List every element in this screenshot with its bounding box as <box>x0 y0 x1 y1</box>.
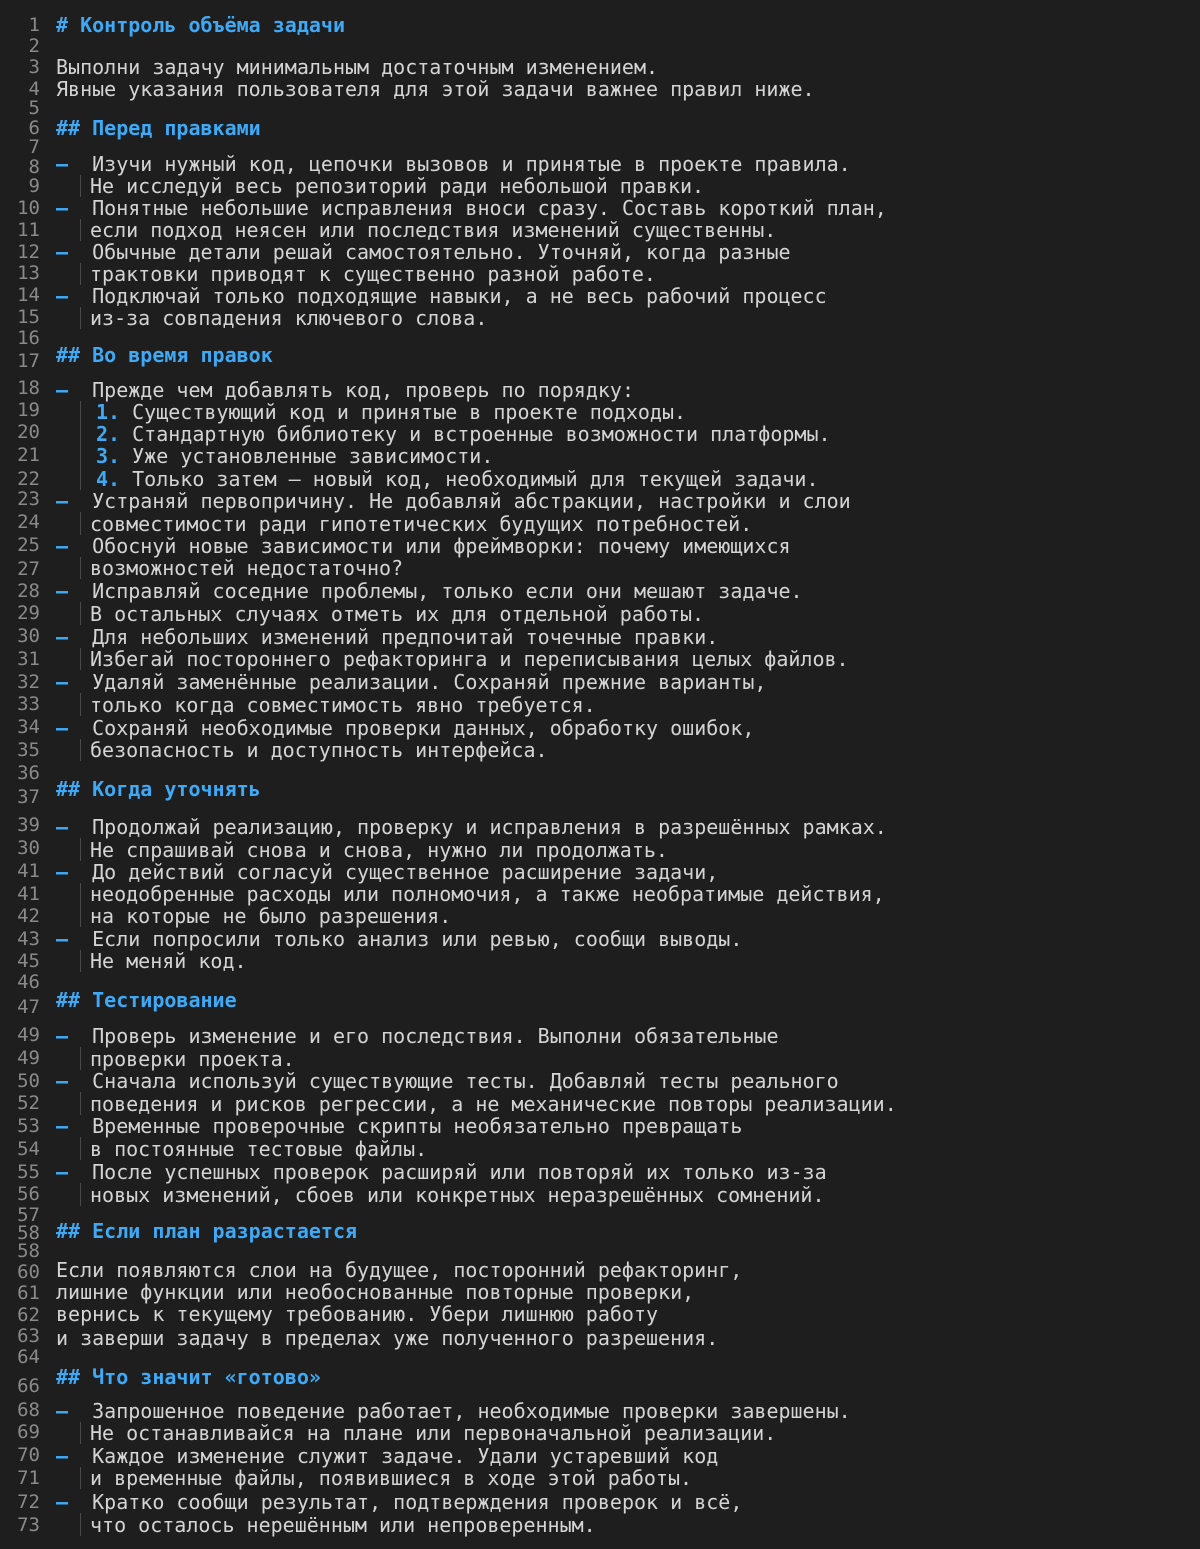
paragraph-line: и заверши задачу в пределах уже полученного разрешения. <box>56 1326 719 1350</box>
line-number: 52 <box>17 1092 40 1114</box>
line-number: 19 <box>17 399 40 421</box>
numbered-item <box>96 423 1200 445</box>
list-item-text: Обоснуй новые зависимости или фреймворки: почему имеющихся <box>92 534 791 558</box>
heading-line: ## Перед правками <box>56 116 261 140</box>
paragraph-line: Выполни задачу минимальным достаточным изменением. <box>56 55 659 79</box>
list-item-continuation: Не исследуй весь репозиторий ради небольшой правки. <box>90 174 705 198</box>
line-number: 43 <box>17 928 40 950</box>
line-number: 1 <box>28 14 40 36</box>
list-item-text: Подключай только подходящие навыки, а не весь рабочий процесс <box>92 284 827 308</box>
indent-guide <box>80 263 81 285</box>
list-item-continuation: из-за совпадения ключевого слова. <box>90 306 488 330</box>
line-number: 23 <box>17 488 40 510</box>
list-item-text: Исправляй соседние проблемы, только если они мешают задаче. <box>92 579 803 603</box>
list-item <box>56 1115 1200 1137</box>
line-number: 13 <box>17 262 40 284</box>
line-number: 58 <box>17 1240 40 1262</box>
list-item-continuation: возможностей недостаточно? <box>90 556 404 580</box>
line-number: 7 <box>28 136 40 158</box>
list-item-continuation: поведения и рисков регрессии, а не механические повторы реализации. <box>90 1092 897 1116</box>
line-number: 41 <box>17 883 40 905</box>
list-item-continuation: неодобренные расходы или полномочия, а также необратимые действия, <box>90 882 885 906</box>
item-number: 1. <box>96 400 121 424</box>
bullet-dash: – <box>56 1024 69 1048</box>
line-number: 71 <box>17 1467 40 1489</box>
line-number: 20 <box>17 421 40 443</box>
line-number: 17 <box>17 350 40 372</box>
line-number: 69 <box>17 1421 40 1443</box>
indent-guide <box>80 648 81 670</box>
line-number: 22 <box>17 468 40 490</box>
line-number: 46 <box>17 971 40 993</box>
line-number: 6 <box>28 117 40 139</box>
list-item-continuation: новых изменений, сбоев или конкретных неразрешённых сомнений. <box>90 1183 825 1207</box>
list-item-text: Временные проверочные скрипты необязательно превращать <box>92 1114 743 1138</box>
list-item-text: Если попросили только анализ или ревью, сообщи выводы. <box>92 927 743 951</box>
list-item-text: Обычные детали решай самостоятельно. Уточняй, когда разные <box>92 240 791 264</box>
line-number: 42 <box>17 905 40 927</box>
line-number: 30 <box>17 625 40 647</box>
numbered-item-text: Уже установленные зависимости. <box>132 444 494 468</box>
line-number: 49 <box>17 1047 40 1069</box>
numbered-item-text: Существующий код и принятые в проекте подходы. <box>132 400 687 424</box>
list-item-continuation: Избегай постороннего рефакторинга и переписывания целых файлов. <box>90 647 849 671</box>
line-number: 29 <box>17 602 40 624</box>
line-number: 63 <box>17 1325 40 1347</box>
item-number: 4. <box>96 467 121 491</box>
line-number: 37 <box>17 786 40 808</box>
list-item <box>56 1161 1200 1183</box>
numbered-item <box>96 401 1200 423</box>
indent-guide <box>80 950 81 972</box>
indent-guide <box>80 219 81 241</box>
bullet-dash: – <box>56 1160 69 1184</box>
indent-guide <box>80 1183 81 1206</box>
line-number: 70 <box>17 1444 40 1466</box>
indent-guide <box>80 512 81 535</box>
line-number: 54 <box>17 1138 40 1160</box>
list-item <box>56 535 1200 557</box>
line-number: 30 <box>17 837 40 859</box>
list-item-text: Сначала используй существующие тесты. Добавляй тесты реального <box>92 1069 839 1093</box>
line-number: 36 <box>17 762 40 784</box>
line-number: 72 <box>17 1491 40 1513</box>
line-number: 4 <box>28 78 40 100</box>
numbered-item <box>96 468 1200 490</box>
indent-guide <box>80 693 81 716</box>
list-item-continuation: только когда совместимость явно требуется. <box>90 693 596 717</box>
line-number: 62 <box>17 1304 40 1326</box>
indent-guide <box>80 307 81 329</box>
list-item <box>56 626 1200 648</box>
list-item <box>56 580 1200 602</box>
numbered-item-text: Стандартную библиотеку и встроенные возможности платформы. <box>132 422 831 446</box>
list-item <box>56 1025 1200 1047</box>
line-number: 53 <box>17 1115 40 1137</box>
line-number: 57 <box>17 1204 40 1226</box>
indent-guide <box>80 1092 81 1115</box>
list-item-text: Сохраняй необходимые проверки данных, обработку ошибок, <box>92 716 755 740</box>
line-number: 41 <box>17 860 40 882</box>
heading-line: # Контроль объёма задачи <box>56 13 345 37</box>
line-number: 33 <box>17 693 40 715</box>
line-number: 56 <box>17 1183 40 1205</box>
indent-guide <box>80 401 81 490</box>
line-number: 14 <box>17 284 40 306</box>
line-number: 34 <box>17 716 40 738</box>
line-number: 27 <box>17 558 40 580</box>
list-item <box>56 671 1200 693</box>
indent-guide <box>80 1422 81 1444</box>
line-number: 15 <box>17 306 40 328</box>
line-number: 50 <box>17 1070 40 1092</box>
list-item <box>56 197 1200 219</box>
list-item-text: Для небольших изменений предпочитай точечные правки. <box>92 625 719 649</box>
list-item <box>56 717 1200 739</box>
indent-guide <box>80 1137 81 1160</box>
line-number: 31 <box>17 648 40 670</box>
bullet-dash: – <box>56 815 69 839</box>
line-number: 68 <box>17 1399 40 1421</box>
list-item-continuation: в постоянные тестовые файлы. <box>90 1137 428 1161</box>
list-item <box>56 1491 1200 1513</box>
list-item-text: Запрошенное поведение работает, необходимые проверки завершены. <box>92 1399 851 1423</box>
heading-line: ## Что значит «готово» <box>56 1365 321 1389</box>
list-item-text: Прежде чем добавлять код, проверь по порядку: <box>92 378 634 402</box>
list-item <box>56 1070 1200 1092</box>
bullet-dash: – <box>56 860 69 884</box>
line-number: 66 <box>17 1375 40 1397</box>
bullet-dash: – <box>56 1444 69 1468</box>
list-item-continuation: Не останавливайся на плане или первоначальной реализации. <box>90 1421 777 1445</box>
line-number: 25 <box>17 534 40 556</box>
line-number: 8 <box>28 156 40 178</box>
list-item <box>56 379 1200 401</box>
bullet-dash: – <box>56 1399 69 1423</box>
list-item-continuation: Не меняй код. <box>90 949 247 973</box>
list-item-text: Устраняй первопричину. Не добавляй абстракции, настройки и слои <box>92 489 851 513</box>
list-item <box>56 816 1200 838</box>
bullet-dash: – <box>56 534 69 558</box>
bullet-dash: – <box>56 927 69 951</box>
list-item-continuation: безопасность и доступность интерфейса. <box>90 738 548 762</box>
bullet-dash: – <box>56 378 69 402</box>
list-item-continuation: В остальных случаях отметь их для отдельной работы. <box>90 602 705 626</box>
bullet-dash: – <box>56 579 69 603</box>
line-number: 32 <box>17 671 40 693</box>
paragraph-line: Если появляются слои на будущее, посторонний рефакторинг, <box>56 1258 743 1282</box>
line-number: 11 <box>17 219 40 241</box>
indent-guide <box>80 1047 81 1070</box>
list-item-text: Продолжай реализацию, проверку и исправления в разрешённых рамках. <box>92 815 887 839</box>
heading-line: ## Когда уточнять <box>56 777 261 801</box>
line-number: 28 <box>17 580 40 602</box>
paragraph-line: лишние функции или необоснованные повторные проверки, <box>56 1280 695 1304</box>
line-number: 24 <box>17 511 40 533</box>
indent-guide <box>80 838 81 861</box>
line-number: 58 <box>17 1222 40 1244</box>
line-number: 5 <box>28 97 40 119</box>
bullet-dash: – <box>56 1069 69 1093</box>
list-item <box>56 285 1200 307</box>
indent-guide <box>80 739 81 761</box>
line-number: 49 <box>17 1024 40 1046</box>
list-item-text: Удаляй заменённые реализации. Сохраняй прежние варианты, <box>92 670 767 694</box>
line-number: 35 <box>17 739 40 761</box>
list-item-continuation: трактовки приводят к существенно разной работе. <box>90 262 656 286</box>
list-item-text: Проверь изменение и его последствия. Выполни обязательные <box>92 1024 779 1048</box>
numbered-item <box>96 445 1200 467</box>
bullet-dash: – <box>56 284 69 308</box>
list-item-continuation: и временные файлы, появившиеся в ходе этой работы. <box>90 1466 693 1490</box>
line-number: 39 <box>17 814 40 836</box>
line-number: 3 <box>28 56 40 78</box>
indent-guide <box>80 557 81 579</box>
numbered-item-text: Только затем — новый код, необходимый для текущей задачи. <box>132 467 819 491</box>
line-number: 12 <box>17 241 40 263</box>
line-number: 60 <box>17 1261 40 1283</box>
bullet-dash: – <box>56 1114 69 1138</box>
bullet-dash: – <box>56 489 69 513</box>
list-item-text: До действий согласуй существенное расширение задачи, <box>92 860 719 884</box>
heading-line: ## Во время правок <box>56 343 273 367</box>
bullet-dash: – <box>56 152 69 176</box>
list-item <box>56 928 1200 950</box>
heading-line: ## Тестирование <box>56 988 237 1012</box>
list-item-continuation: проверки проекта. <box>90 1047 295 1071</box>
line-number: 18 <box>17 377 40 399</box>
list-item <box>56 1400 1200 1422</box>
line-number: 47 <box>17 996 40 1018</box>
indent-guide <box>80 883 81 927</box>
bullet-dash: – <box>56 625 69 649</box>
list-item-text: Изучи нужный код, цепочки вызовов и принятые в проекте правила. <box>92 152 851 176</box>
paragraph-line: вернись к текущему требованию. Убери лишнюю работу <box>56 1302 659 1326</box>
list-item-text: Понятные небольшие исправления вноси сразу. Составь короткий план, <box>92 196 887 220</box>
indent-guide <box>80 175 81 197</box>
bullet-dash: – <box>56 670 69 694</box>
indent-guide <box>80 1467 81 1489</box>
line-number: 55 <box>17 1161 40 1183</box>
line-number: 10 <box>17 197 40 219</box>
line-number: 21 <box>17 444 40 466</box>
list-item-continuation: если подход неясен или последствия изменений существенны. <box>90 218 777 242</box>
list-item-continuation: на которые не было разрешения. <box>90 904 452 928</box>
heading-line: ## Если план разрастается <box>56 1219 358 1243</box>
list-item <box>56 490 1200 512</box>
list-item-continuation: Не спрашивай снова и снова, нужно ли продолжать. <box>90 838 668 862</box>
line-number: 64 <box>17 1346 40 1368</box>
list-item-continuation: совместимости ради гипотетических будущих потребностей. <box>90 512 753 536</box>
indent-guide <box>80 602 81 625</box>
list-item <box>56 861 1200 883</box>
list-item-text: Кратко сообщи результат, подтверждения проверок и всё, <box>92 1490 743 1514</box>
bullet-dash: – <box>56 716 69 740</box>
paragraph-line: Явные указания пользователя для этой задачи важнее правил ниже. <box>56 77 815 101</box>
item-number: 2. <box>96 422 121 446</box>
list-item-text: После успешных проверок расширяй или повторяй их только из-за <box>92 1160 827 1184</box>
line-number: 16 <box>17 327 40 349</box>
list-item <box>56 1445 1200 1467</box>
bullet-dash: – <box>56 196 69 220</box>
indent-guide <box>80 1513 81 1536</box>
line-number: 73 <box>17 1514 40 1536</box>
line-number: 45 <box>17 950 40 972</box>
line-number: 61 <box>17 1282 40 1304</box>
list-item <box>56 241 1200 263</box>
list-item-text: Каждое изменение служит задаче. Удали устаревший код <box>92 1444 719 1468</box>
list-item-continuation: что осталось нерешённым или непроверенным. <box>90 1513 596 1537</box>
bullet-dash: – <box>56 240 69 264</box>
list-item <box>56 153 1200 175</box>
line-number: 2 <box>28 35 40 57</box>
item-number: 3. <box>96 444 121 468</box>
line-number: 9 <box>28 175 40 197</box>
bullet-dash: – <box>56 1490 69 1514</box>
